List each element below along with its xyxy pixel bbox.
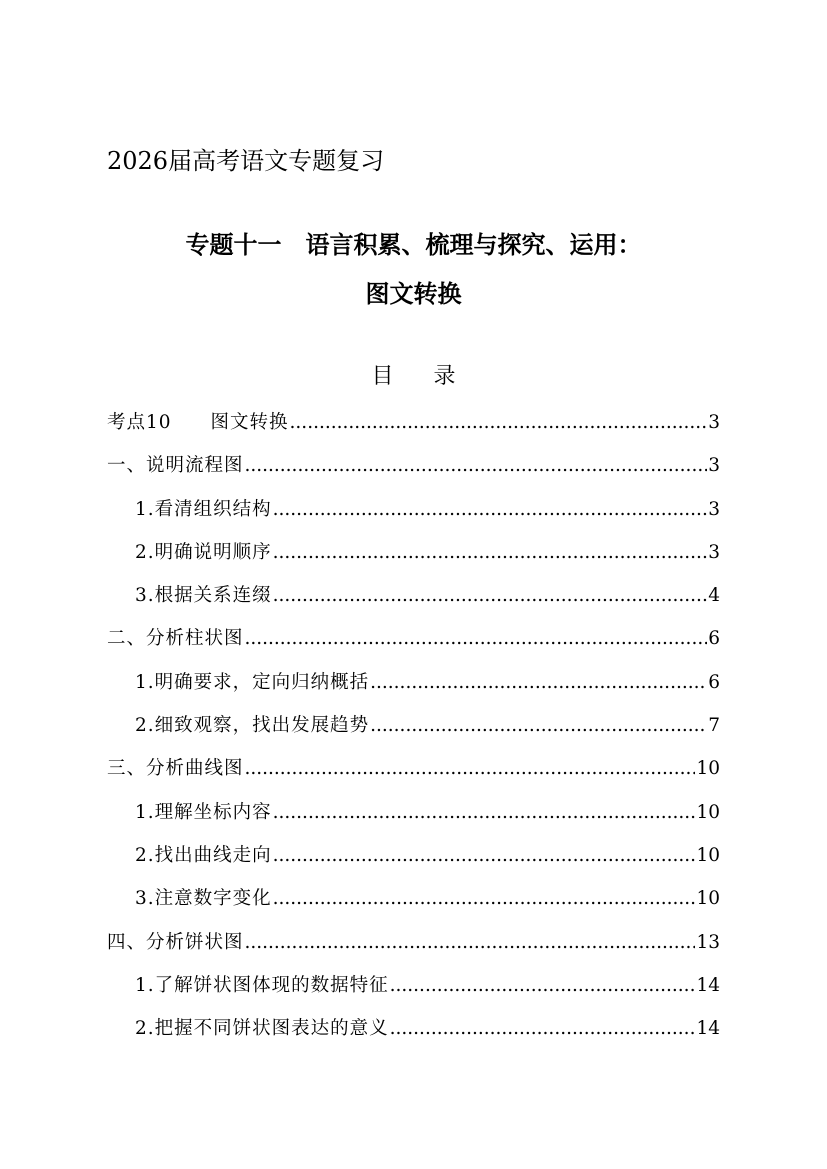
- toc-entry[interactable]: [107, 1007, 720, 1050]
- toc-entry-label: 3.根据关系连缀: [135, 585, 272, 607]
- toc-entry-page-number: 10: [696, 758, 720, 780]
- toc-entry-label: 考点10 图文转换: [107, 412, 289, 433]
- toc-entry-label: 2.找出曲线走向: [135, 844, 272, 866]
- topic-title-line-2: 图文转换: [365, 279, 462, 308]
- toc-dot-leader: [290, 401, 708, 444]
- toc-entry-page-number: 3: [708, 541, 720, 563]
- toc-dot-leader: [390, 964, 696, 1007]
- toc-entry-label: 2.细致观察，找出发展趋势: [135, 715, 370, 737]
- toc-entry-page-number: 6: [708, 628, 720, 650]
- toc-entry[interactable]: [107, 877, 720, 920]
- toc-entry[interactable]: [107, 964, 720, 1007]
- toc-entry-page-number: 3: [708, 412, 720, 433]
- toc-entry-page-number: 3: [708, 498, 720, 520]
- toc-dot-leader: [390, 1007, 696, 1050]
- toc-dot-leader: [370, 661, 707, 704]
- toc-entry-page-number: 10: [696, 844, 720, 866]
- toc-entry-label: 1.看清组织结构: [135, 498, 272, 520]
- toc-entry-label: 一、说明流程图: [107, 455, 244, 477]
- toc-entry[interactable]: [107, 617, 720, 660]
- toc-entry-page-number: 14: [696, 974, 720, 996]
- toc-entry-label: 三、分析曲线图: [107, 758, 244, 780]
- toc-dot-leader: [245, 444, 708, 487]
- toc-entry[interactable]: [107, 704, 720, 747]
- toc-dot-leader: [273, 791, 696, 834]
- toc-entry[interactable]: [107, 834, 720, 877]
- table-of-contents: [107, 401, 720, 1050]
- toc-dot-leader: [245, 921, 696, 964]
- toc-entry-page-number: 10: [696, 888, 720, 910]
- toc-dot-leader: [273, 531, 708, 574]
- toc-dot-leader: [245, 747, 696, 790]
- toc-entry-label: 二、分析柱状图: [107, 628, 244, 650]
- toc-entry-label: 2.把握不同饼状图表达的意义: [135, 1018, 389, 1040]
- toc-entry-label: 1.理解坐标内容: [135, 801, 272, 823]
- topic-title-line-1: 专题十一 语言积累、梳理与探究、运用：: [185, 230, 642, 259]
- toc-entry-page-number: 14: [696, 1018, 720, 1040]
- toc-entry[interactable]: [107, 661, 720, 704]
- toc-entry-page-number: 13: [696, 931, 720, 953]
- toc-entry-page-number: 6: [708, 671, 720, 693]
- toc-entry[interactable]: [107, 488, 720, 531]
- toc-entry-page-number: 3: [708, 455, 720, 477]
- toc-entry-page-number: 7: [708, 715, 720, 737]
- toc-entry[interactable]: [107, 791, 720, 834]
- toc-entry[interactable]: [107, 574, 720, 617]
- toc-entry-page-number: 10: [696, 801, 720, 823]
- toc-dot-leader: [273, 574, 708, 617]
- toc-entry-label: 3.注意数字变化: [135, 888, 272, 910]
- toc-dot-leader: [273, 488, 708, 531]
- series-title: 2026届高考语文专题复习: [107, 147, 385, 175]
- toc-entry[interactable]: [107, 444, 720, 487]
- toc-dot-leader: [273, 877, 696, 920]
- toc-dot-leader: [273, 834, 696, 877]
- toc-dot-leader: [245, 617, 708, 660]
- toc-entry-label: 四、分析饼状图: [107, 931, 244, 953]
- toc-entry[interactable]: [107, 747, 720, 790]
- toc-entry[interactable]: [107, 531, 720, 574]
- toc-entry-label: 1.了解饼状图体现的数据特征: [135, 974, 389, 996]
- toc-entry-page-number: 4: [708, 585, 720, 607]
- toc-entry[interactable]: [107, 921, 720, 964]
- toc-entry[interactable]: [107, 401, 720, 444]
- toc-entry-label: 2.明确说明顺序: [135, 541, 272, 563]
- toc-entry-label: 1.明确要求，定向归纳概括: [135, 671, 370, 693]
- toc-heading: 目录: [371, 364, 496, 389]
- toc-dot-leader: [370, 704, 707, 747]
